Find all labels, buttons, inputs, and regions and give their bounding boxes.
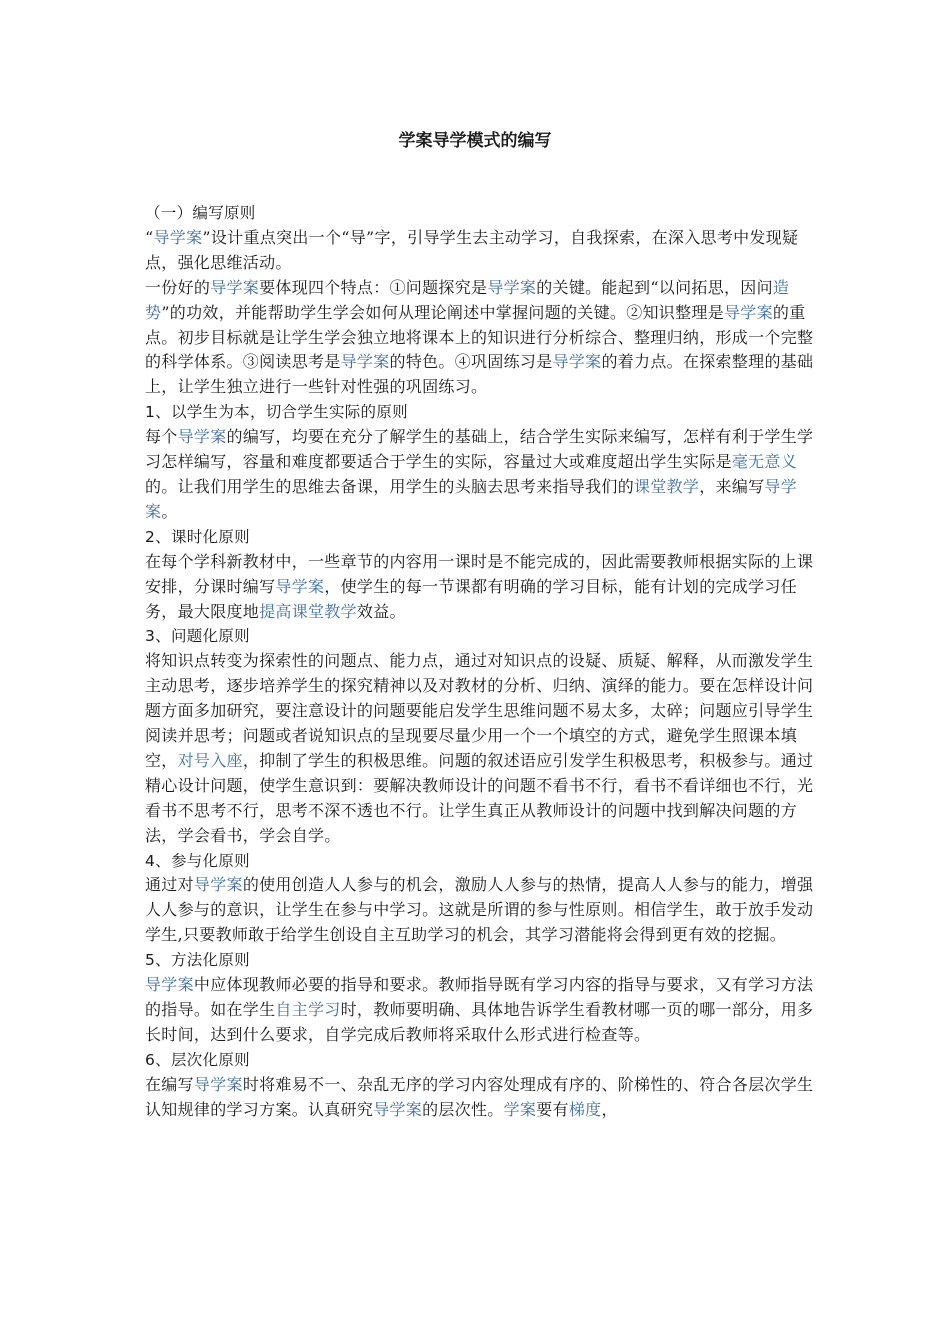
text-run: 2、课时化原则 [145,527,250,546]
keyword-link[interactable]: 导学案 [145,975,194,995]
text-run: 中应体现教师必要的指导和要求。教师指导既有学习内容的指导与要求，又有学习方法的指导。如在学生 [145,975,814,1019]
text-run: 的层次性。 [422,1099,504,1119]
keyword-link[interactable]: 导学案 [552,352,602,372]
keyword-link[interactable]: 导学案 [210,277,260,297]
paragraph [145,973,825,1048]
text-run: 的关键。能起到“以问拓思，因问 [536,277,773,297]
text-run: 在编写 [145,1074,194,1094]
text-run: 的着力点。在探索整理的基础上，让学生独立进行一些针对性强的巩固练习。 [145,352,814,397]
text-run: 在每个学科新教材中，一些章节的内容用一课时是不能完成的，因此需要教师根据实际的上课安排，分课时编写 [145,551,814,596]
text-run: 6、层次化原则 [145,1050,250,1069]
keyword-link[interactable]: 毫无意义 [731,452,798,472]
keyword-link[interactable]: 导学案 [153,227,203,247]
paragraph [145,276,825,401]
keyword-link[interactable]: 导学案 [487,277,537,297]
keyword-link[interactable]: 导学案 [373,1099,423,1119]
text-run: 的特色。④巩固练习是 [389,352,553,372]
section-heading [145,201,825,226]
keyword-link[interactable]: 课堂教学 [634,476,700,496]
text-run: ， [601,1099,618,1119]
text-run: ，使学生的每一节课都有明确的学习目标，能有计划的完成学习任务，最大限度地 [145,576,798,621]
paragraph [145,649,825,848]
paragraph [145,425,825,525]
paragraph [145,550,825,625]
paragraph [145,1073,825,1123]
keyword-link[interactable]: 对号入座 [177,750,243,770]
section-heading [145,948,825,973]
text-run: 通过对 [145,875,194,895]
text-run: 的。让我们用学生的思维去备课，用学生的头脑去思考来指导我们的 [145,476,635,496]
text-run: 4、参与化原则 [145,851,250,870]
keyword-link[interactable]: 导学案 [724,302,773,322]
section-heading [145,849,825,874]
text-run: 时，教师要明确、具体地告诉学生看教材哪一页的哪一部分，用多长时间，达到什么要求，自学完成后教师将采取什么形式进行检查等。 [145,1000,814,1044]
text-run: 的使用创造人人参与的机会，激励人人参与的热情，提高人人参与的能力，增强人人参与的意识，让学生在参与中学习。这就是所谓的参与性原则。相信学生，敢于放手发动学生,只要教师敢于给学生创设自主互助学习的机会，其学习潜能将会得到更有效的挖掘。 [145,875,814,945]
text-run: ”设计重点突出一个“导”字，引导学生去主动学习，自我探索，在深入思考中发现疑点，强化思维活动。 [145,227,799,272]
keyword-link[interactable]: 导学案 [193,875,243,895]
section-heading [145,400,825,425]
keyword-link[interactable]: 自主学习 [275,1000,341,1019]
keyword-link[interactable]: 造势 [145,277,790,322]
keyword-link[interactable]: 导学案 [275,576,325,596]
keyword-link[interactable]: 导学案 [177,427,227,447]
text-run: 5、方法化原则 [145,951,250,970]
text-run: ”的功效，并能帮助学生学会如何从理论阐述中掌握问题的关键。②知识整理是 [161,302,724,322]
text-run: 每个 [145,427,178,447]
text-run: 3、问题化原则 [145,627,250,646]
paragraph [145,873,825,948]
keyword-link[interactable]: 学案 [503,1099,537,1119]
section-heading [145,1048,825,1073]
text-run: 要体现四个特点：①问题探究是 [259,277,488,297]
text-run: （一）编写原则 [145,204,256,222]
keyword-link[interactable]: 梯度 [568,1099,602,1119]
text-run: 效益。 [356,601,406,621]
text-run: 的重点。初步目标就是让学生学会独立地将课本上的知识进行分析综合、整理归纳，形成一个完整的科学体系。③阅读思考是 [145,302,814,372]
document-body [145,201,825,1123]
paragraph [145,226,825,276]
keyword-link[interactable]: 提高课堂教学 [259,601,357,621]
section-heading [145,624,825,649]
text-run: 一份好的 [145,277,211,297]
text-run: ，抑制了学生的积极思维。问题的叙述语应引发学生积极思考，积极参与。通过精心设计问题，使学生意识到：要解决教师设计的问题不看书不行，看书不看详细也不行，光看书不思考不行，思考不深不透也不行。让学生真正从教师设计的问题中找到解决问题的方法，学会看书，学会自学。 [145,750,814,845]
text-run: 时将难易不一、杂乱无序的学习内容处理成有序的、阶梯性的、符合各层次学生认知规律的学习方案。认真研究 [145,1074,814,1119]
keyword-link[interactable]: 导学案 [193,1074,243,1094]
page-title: 学案导学模式的编写 [398,131,552,151]
text-run: 的编写，均要在充分了解学生的基础上，结合学生实际来编写，怎样有利于学生学习怎样编写，容量和难度都要适合于学生的实际，容量过大或难度超出学生实际是 [145,427,814,472]
keyword-link[interactable]: 导学案 [145,476,798,521]
text-run: 要有 [536,1099,569,1119]
text-run: 1、以学生为本，切合学生实际的原则 [145,403,408,422]
text-run: 。 [161,501,178,521]
keyword-link[interactable]: 导学案 [340,352,390,372]
text-run: ，来编写 [699,476,765,496]
section-heading [145,525,825,550]
text-run: 将知识点转变为探索性的问题点、能力点，通过对知识点的设疑、质疑、解释，从而激发学生主动思考，逐步培养学生的探究精神以及对教材的分析、归纳、演绎的能力。要在怎样设计问题方面多加研究，要注意设计的问题要能启发学生思维问题不易太多，太碎；问题应引导学生阅读并思考；问题或者说知识点的呈现要尽量少用一个一个填空的方式，避免学生照课本填空， [145,651,814,770]
text-run: “ [145,227,154,247]
